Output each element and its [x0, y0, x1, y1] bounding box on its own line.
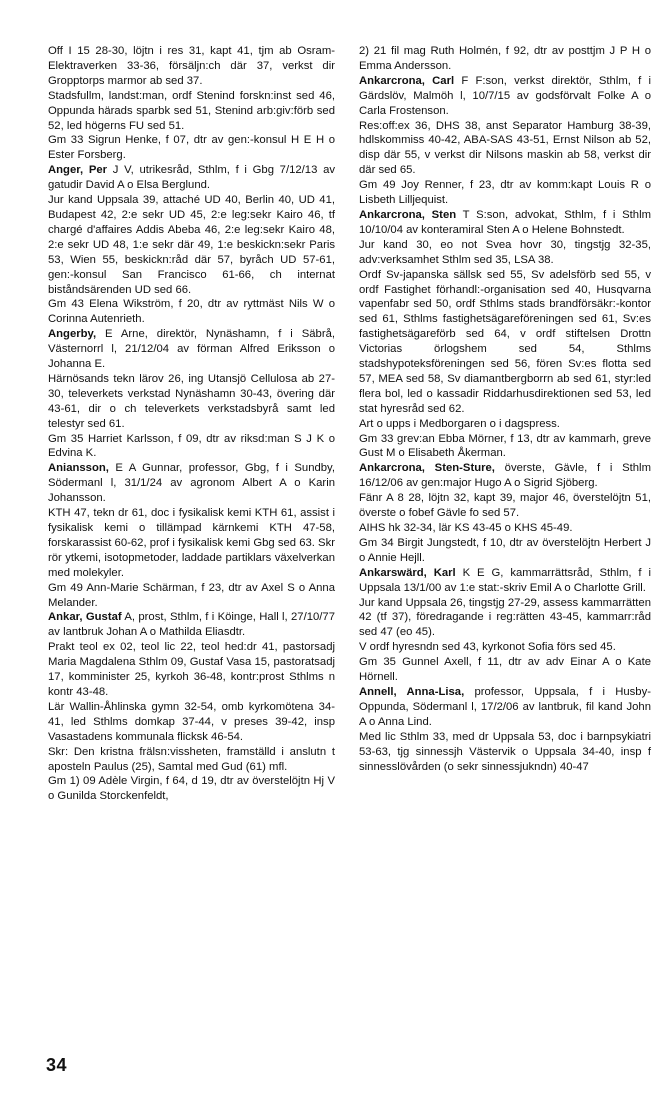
entry-text: Off I 15 28-30, löjtn i res 31, kapt 41, tjm ab Osram-Elektraverken 33-36, försäljn:ch där 37, verkst dir Gropptorps marmor ab sed 37.: [48, 45, 335, 87]
entry-paragraph: [48, 774, 335, 804]
entry-name: Anger, Per: [48, 164, 108, 177]
entry-text: överste, Gävle, f i Sthlm 16/12/06 av gen:major Hugo A o Sigrid Sjöberg.: [359, 462, 651, 490]
entry-text: Gm 49 Joy Renner, f 23, dtr av komm:kapt Louis R o Lisbeth Lilljequist.: [359, 179, 651, 207]
entry-text: Härnösands tekn lärov 26, ing Utansjö Cellulosa ab 27-30, televerkets verkstad Nynäshamn 30-43, övering där 43-61, dir o ch televerkets verkstadsbyrå samt led telestyr sed 61.: [48, 372, 335, 430]
entry-text: Gm 49 Ann-Marie Schärman, f 23, dtr av Axel S o Anna Melander.: [48, 581, 335, 609]
biography-entry: [48, 327, 335, 372]
entry-text: Prakt teol ex 02, teol lic 22, teol hed:dr 41, pastorsadj Maria Magdalena Sthlm 09, Gustaf Vasa 15, pastoratsadj 17, komminister 25, kyrkoh 36-48, kontr:prost Sthlms n kontr 43-48.: [48, 641, 335, 698]
entry-text: Jur kand Uppsala 39, attaché UD 40, Berlin 40, UD 41, Budapest 42, 2:e sekr UD 45, 2:e leg:sekr Kairo 46, tf chargé d'affaires Addis Abeba 46, 2:e leg:sekr Kairo 48, 2:e sekr UD 48, 1:e sekr där 49, 1:e beskickn:sekr Paris 53, Wien 55, beskickn:råd där 57, byråch UD 57-61, gen:-konsul San Francisco 61-66, ch internat biståndsärenden UD sed 66.: [48, 194, 335, 296]
entry-paragraph: [359, 596, 651, 641]
entry-text: Stadsfullm, landst:man, ordf Stenind forskn:inst sed 46, Oppunda härads sparbk sed 51, Stenind arb:giv:förb sed 52, led högerns FU sed 51.: [48, 89, 335, 132]
biography-entry: [48, 163, 335, 193]
biography-entry: [359, 461, 651, 491]
entry-paragraph: [48, 432, 335, 462]
entry-paragraph: [48, 372, 335, 432]
entry-text: Ordf Sv-japanska sällsk sed 55, Sv adelsförb sed 55, v ordf Fastighet förhandl:-organisation sed 40, Husqvarna vapenfabr sed 50, ordf Sthlms stads brandförsäkr:-kontor sed 61, Sthlms fastighetsägareföreningen sed 61, Sv:es fastighetsägareförb sed 64, v ordf stiftelsen Drottn Victorias örlogshem sed 54, Sthlms stadshypoteksföreningen sed 56, fören Sv:es flotta sed 57, MEA sed 58, Sv diamantbergborrn ab sed 61, styr:led flera bol, led o kassadir Riddarhusdirektionen sed 53, led stat hyresråd sed 62.: [359, 268, 651, 415]
entry-text: Gm 1) 09 Adèle Virgin, f 64, d 19, dtr av överstelöjtn Hj V o Gunilda Storckenfeldt,: [48, 775, 335, 803]
entry-text: Fänr A 8 28, löjtn 32, kapt 39, major 46, överstelöjtn 51, överste o fobef Gävle fo sed 57.: [359, 492, 651, 520]
entry-name: Annell, Anna-Lisa,: [359, 685, 465, 698]
entry-text: E Arne, direktör, Nynäshamn, f i Säbrå, Västernorrl l, 21/12/04 av förman Alfred Eriksson o Johanna E.: [48, 328, 335, 371]
entry-paragraph: [48, 700, 335, 745]
entry-paragraph: [48, 506, 335, 581]
entry-text: KTH 47, tekn dr 61, doc i fysikalisk kemi KTH 61, assist i fysikalisk kemi o tillämpad kärnkemi KTH 47-58, forskarassist 60-62, prof i fysikalisk kemi Gbg sed 63. Skr rör ytkemi, isotopmetoder, laddade partiklars växelverkan med molekyler.: [48, 507, 335, 579]
entry-name: Angerby,: [48, 328, 97, 341]
entry-name: Ankarcrona, Carl: [359, 74, 455, 87]
entry-paragraph: [359, 491, 651, 521]
left-column: [48, 44, 335, 804]
entry-text: Lär Wallin-Åhlinska gymn 32-54, omb kyrkomötena 34-41, led Sthlms domkap 37-44, v preses 39-42, insp Vasastadens kommunala flicksk 46-54.: [48, 700, 335, 743]
entry-text: professor, Uppsala, f i Husby-Oppunda, Södermanl l, 17/2/06 av lantbruk, fil kand John A o Anna Lind.: [359, 685, 651, 728]
entry-text: AIHS hk 32-34, lär KS 43-45 o KHS 45-49.: [359, 522, 573, 534]
biography-entry: [48, 461, 335, 506]
entry-text: Gm 43 Elena Wikström, f 20, dtr av ryttmäst Nils W o Corinna Autenrieth.: [48, 298, 335, 326]
entry-text: Jur kand 30, eo not Svea hovr 30, tingstjg 32-35, adv:verksamhet Sthlm sed 35, LSA 38.: [359, 238, 651, 266]
entry-paragraph: [359, 536, 651, 566]
entry-text: T S:son, advokat, Sthlm, f i Sthlm 10/10/04 av konteramiral Sten A o Helene Bohnstedt.: [359, 208, 651, 236]
entry-paragraph: [359, 432, 651, 462]
biography-entry: [48, 610, 335, 640]
entry-paragraph: [48, 745, 335, 775]
entry-paragraph: [48, 193, 335, 297]
entry-paragraph: [359, 44, 651, 74]
entry-paragraph: [48, 581, 335, 611]
entry-paragraph: [48, 640, 335, 700]
page-number: 34: [46, 1055, 68, 1075]
entry-name: Ankarswärd, Karl: [359, 566, 456, 579]
biography-entry: [359, 74, 651, 119]
entry-paragraph: [48, 44, 335, 89]
entry-paragraph: [359, 655, 651, 685]
entry-paragraph: [48, 297, 335, 327]
entry-text: Art o upps i Medborgaren o i dagspress.: [359, 417, 560, 430]
entry-paragraph: [359, 521, 651, 536]
biography-entry: [359, 685, 651, 730]
entry-text: Jur kand Uppsala 26, tingstjg 27-29, assess kammarrätten 42 (tf 37), föredragande i reg:rätten 43-45, kammarr:råd sed 47 (eo 45).: [359, 596, 651, 639]
entry-paragraph: [359, 268, 651, 417]
biography-entry: [359, 566, 651, 596]
entry-text: Gm 33 grev:an Ebba Mörner, f 13, dtr av kammarh, greve Gust M o Elisabeth Åkerman.: [359, 432, 651, 460]
entry-text: Res:off:ex 36, DHS 38, anst Separator Hamburg 38-39, hdlskommiss 40-42, ABA-SAS 43-51, Ernst Nilson ab 52, disp där 55, v verkst dir Nilsons maskin ab 58, verkst dir där sed 65.: [359, 119, 651, 177]
entry-name: Ankar, Gustaf: [48, 611, 122, 624]
entry-text: Med lic Sthlm 33, med dr Uppsala 53, doc i barnpsykiatri 53-63, tjg sinnessjh Västervik o Uppsala 34-40, insp f sinnesslövården (o sekr sinnessjukndn) 40-47: [359, 730, 651, 773]
entry-text: J V, utrikesråd, Sthlm, f i Gbg 7/12/13 av gatudir David A o Elsa Berglund.: [48, 164, 335, 192]
entry-name: Ankarcrona, Sten: [359, 208, 457, 221]
entry-paragraph: [359, 730, 651, 775]
biography-entry: [359, 208, 651, 238]
entry-text: V ordf hyresndn sed 43, kyrkonot Sofia förs sed 45.: [359, 641, 616, 654]
entry-paragraph: [359, 640, 651, 655]
entry-paragraph: [359, 178, 651, 208]
entry-text: E A Gunnar, professor, Gbg, f i Sundby, Södermanl l, 31/1/24 av agronom Albert A o Karin Johansson.: [48, 462, 335, 505]
entry-text: Gm 35 Harriet Karlsson, f 09, dtr av riksd:man S J K o Edvina K.: [48, 432, 335, 460]
entry-text: Gm 34 Birgit Jungstedt, f 10, dtr av överstelöjtn Herbert J o Annie Hejll.: [359, 536, 651, 564]
entry-text: Skr: Den kristna frälsn:vissheten, framställd i anslutn t aposteln Paulus (25), Samtal med Gud (61) mfl.: [48, 745, 335, 773]
right-column: [359, 44, 651, 774]
entry-text: F F:son, verkst direktör, Sthlm, f i Gärdslöv, Malmöh l, 10/7/15 av godsförvalt Folke A o Carla Frostenson.: [359, 74, 651, 117]
entry-paragraph: [48, 89, 335, 134]
entry-text: Gm 35 Gunnel Axell, f 11, dtr av adv Einar A o Kate Hörnell.: [359, 656, 651, 684]
entry-paragraph: [359, 119, 651, 179]
entry-name: Aniansson,: [48, 462, 109, 475]
entry-text: A, prost, Sthlm, f i Köinge, Hall l, 27/10/77 av lantbruk Johan A o Mathilda Eliasdtr.: [48, 611, 335, 639]
entry-paragraph: [48, 133, 335, 163]
entry-text: Gm 33 Sigrun Henke, f 07, dtr av gen:-konsul H E H o Ester Forsberg.: [48, 134, 335, 162]
entry-name: Ankarcrona, Sten-Sture,: [359, 462, 495, 475]
entry-text: K E G, kammarrättsråd, Sthlm, f i Uppsala 13/1/00 av 1:e stat:-skriv Emil A o Charlotte Grill.: [359, 566, 651, 594]
entry-text: 2) 21 fil mag Ruth Holmén, f 92, dtr av posttjm J P H o Emma Andersson.: [359, 45, 651, 72]
entry-paragraph: [359, 238, 651, 268]
entry-paragraph: [359, 417, 651, 432]
